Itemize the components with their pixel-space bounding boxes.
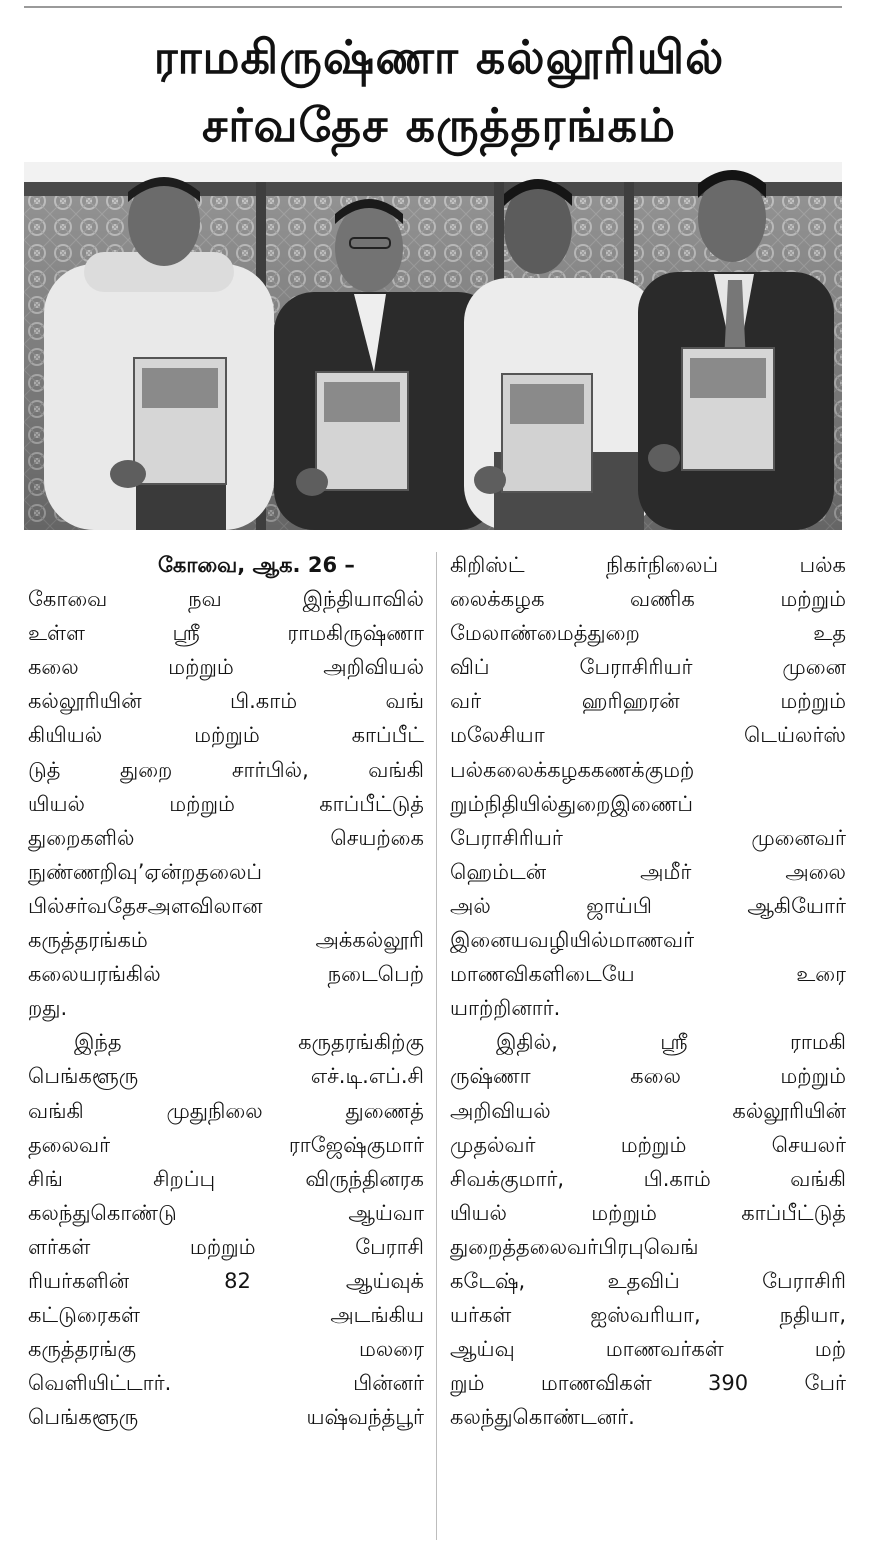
right-line: சிவக்குமார், பி.காம் வங்கி [450,1166,846,1191]
left-line: வெளியிட்டார். பின்னர் [28,1371,424,1396]
left-line: பெங்களூரு யஷ்வந்த்பூர் [28,1405,424,1430]
left-line: தலைவர் ராஜேஷ்குமார் [28,1132,424,1157]
article-right-column [450,548,846,1434]
left-line: கட்டுரைகள் அடங்கிய [28,1303,424,1328]
right-line: இனையவழியில்மாணவர் [450,928,695,953]
right-line: விப் பேராசிரியர் முனை [450,655,846,680]
headline-line-1: ராமகிருஷ்ணா கல்லூரியில் [153,30,725,84]
left-line: உள்ள ஸ்ரீ ராமகிருஷ்ணா [28,621,424,646]
right-line: லைக்கழக வணிக மற்றும் [450,587,846,612]
right-line: கடேஷ், உதவிப் பேராசிரி [450,1268,846,1293]
left-line: கலையரங்கில் நடைபெற் [28,962,424,987]
right-line: பேராசிரியர் முனைவர் [450,825,846,850]
left-line: டுத் துறை சார்பில், வங்கி [28,757,424,782]
left-line: பெங்களூரு எச்.டி.எப்.சி [28,1064,424,1089]
left-line: கோவை நவ இந்தியாவில் [28,587,424,612]
right-line: கலந்துகொண்டனர். [450,1405,635,1430]
right-line: பல்கலைக்கழககணக்குமற் [450,757,695,782]
left-line: இந்த கருதரங்கிற்கு [74,1030,424,1055]
right-line: மலேசியா டெய்லர்ஸ் [450,723,846,748]
left-line: நுண்ணறிவு’ஏன்றதலைப் [28,859,263,884]
right-line: யியல் மற்றும் காப்பீட்டுத் [450,1200,846,1225]
four-men-holding-booklets-photo [24,162,842,530]
left-line: றது. [28,996,68,1021]
right-line: றும்நிதியில்துறைஇணைப் [450,791,694,816]
right-line: யாற்றினார். [450,996,561,1021]
right-line: அறிவியல் கல்லூரியின் [450,1098,846,1123]
headline-line-2: சர்வதேச கருத்தரங்கம் [201,98,677,152]
left-line: கருத்தரங்கு மலரை [28,1337,424,1362]
right-line: இதில், ஸ்ரீ ராமகி [496,1030,846,1055]
left-line: கலை மற்றும் அறிவியல் [28,655,424,680]
left-line: கியியல் மற்றும் காப்பீட் [28,723,424,748]
left-line: கல்லூரியின் பி.காம் வங் [28,689,424,714]
left-line: கலந்துகொண்டு ஆய்வா [28,1200,424,1225]
column-divider [436,552,437,1540]
left-line: ளர்கள் மற்றும் பேராசி [28,1234,424,1259]
right-line: ருஷ்ணா கலை மற்றும் [450,1064,846,1089]
left-line: ரியர்களின் 82 ஆய்வுக் [28,1268,424,1293]
right-line: வர் ஹரிஹரன் மற்றும் [450,689,846,714]
left-line: பில்சர்வதேசஅளவிலான [28,893,263,918]
right-line: யர்கள் ஐஸ்வரியா, நதியா, [450,1303,846,1328]
right-line: துறைத்தலைவர்பிரபுவெங் [450,1234,699,1259]
right-line: மேலாண்மைத்துறை உத [450,621,846,646]
right-line: ஆய்வு மாணவர்கள் மற் [450,1337,846,1362]
right-line: கிறிஸ்ட் நிகர்நிலைப் பல்க [450,553,846,577]
left-line: சிங் சிறப்பு விருந்தினரக [28,1166,424,1191]
dateline: கோவை, ஆக. 26 – [158,553,355,577]
right-line: ஹெம்டன் அமீர் அலை [450,859,846,884]
top-rule [24,6,842,8]
right-line: றும் மாணவிகள் 390 பேர் [450,1371,846,1396]
news-photo [24,162,842,530]
right-line: முதல்வர் மற்றும் செயலர் [450,1132,846,1157]
left-line: கருத்தரங்கம் அக்கல்லூரி [28,928,424,953]
left-line: வங்கி முதுநிலை துணைத் [28,1098,424,1123]
right-line: அல் ஜாய்பி ஆகியோர் [450,893,846,918]
right-line: மாணவிகளிடையே உரை [450,962,846,987]
left-line: துறைகளில் செயற்கை [28,825,424,850]
article-left-column [28,548,424,1434]
left-line: யியல் மற்றும் காப்பீட்டுத் [28,791,424,816]
